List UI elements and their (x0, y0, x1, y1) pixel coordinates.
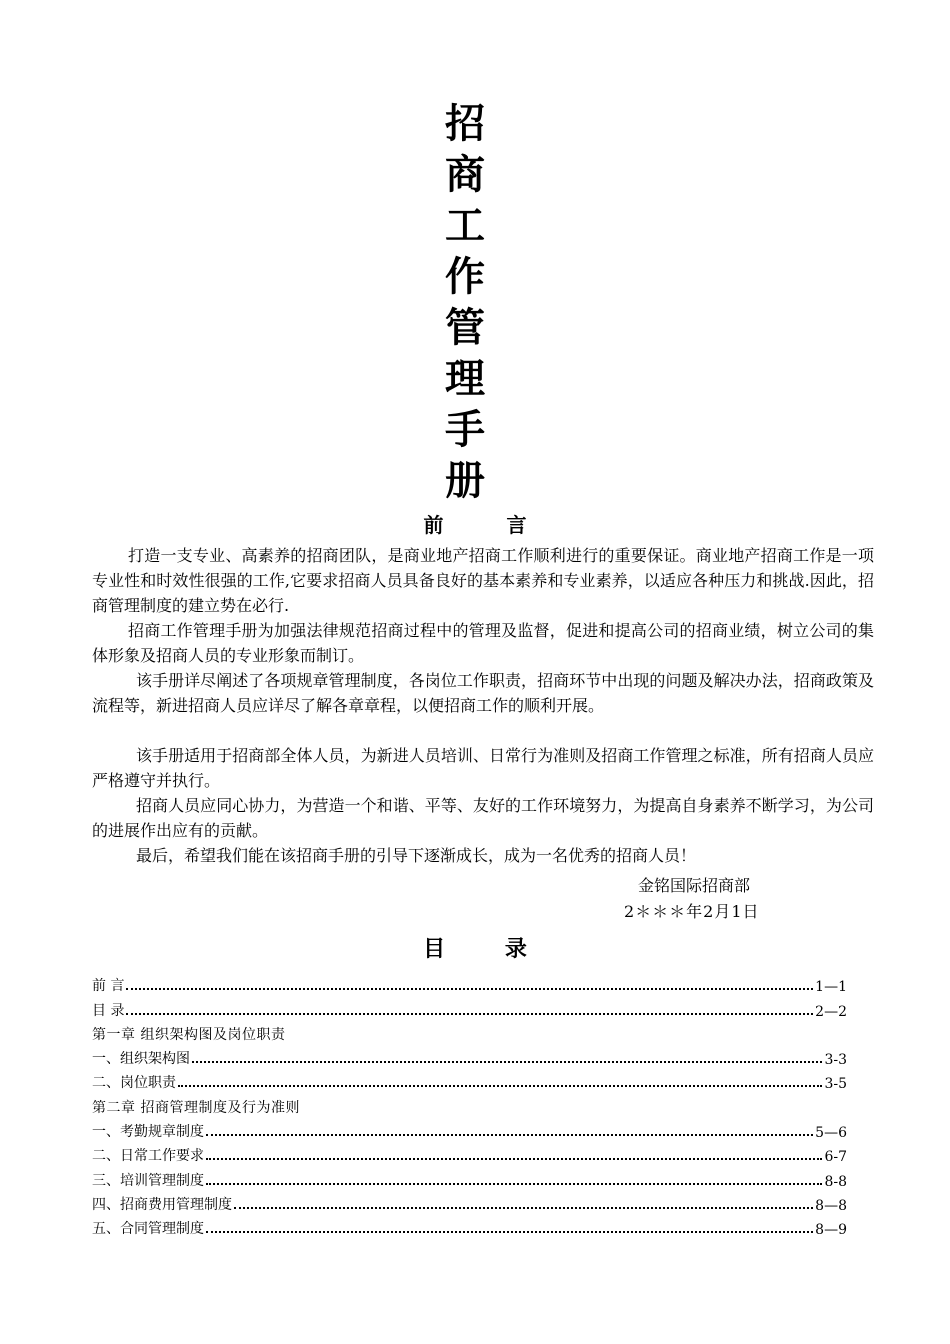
preface-body (92, 543, 874, 868)
toc-entry-label: 一、组织架构图 (92, 1051, 190, 1068)
toc-chapter-heading[interactable] (92, 1020, 847, 1044)
preface-paragraph: 招商人员应同心协力，为营造一个和谐、平等、友好的工作环境努力，为提高自身素养不断学习，为公司的进展作出应有的贡献。 (92, 796, 874, 840)
toc-entry-page: 3-3 (824, 1052, 847, 1069)
toc-entry[interactable] (92, 1214, 847, 1238)
title-char: 理 (445, 355, 485, 402)
toc-entry-page: 1—1 (815, 979, 847, 996)
toc-entry[interactable] (92, 1044, 847, 1068)
title-char: 管 (445, 304, 485, 351)
preface-paragraph: 招商工作管理手册为加强法律规范招商过程中的管理及监督，促进和提高公司的招商业绩，树立公司的集体形象及招商人员的专业形象而制订。 (92, 621, 874, 665)
toc-entry-label: 二、岗位职责 (92, 1075, 176, 1092)
toc-entry-label: 一、考勤规章制度 (92, 1124, 204, 1141)
toc-entry-page: 8-8 (824, 1173, 847, 1190)
toc-leader-dots (206, 1133, 813, 1136)
toc-entry[interactable] (92, 1141, 847, 1165)
preface-paragraph: 该手册适用于招商部全体人员，为新进人员培训、日常行为准则及招商工作管理之标准，所有招商人员应严格遵守并执行。 (92, 746, 874, 790)
preface-paragraph: 最后，希望我们能在该招商手册的引导下逐渐成长，成为一名优秀的招商人员！ (136, 846, 697, 865)
toc-entry-page: 5—6 (815, 1125, 847, 1142)
toc-leader-dots (234, 1206, 813, 1209)
toc-entry-label: 第二章 招商管理制度及行为准则 (92, 1099, 300, 1116)
toc-entry-page: 6-7 (824, 1149, 847, 1166)
vertical-title (425, 98, 505, 506)
toc-entry[interactable] (92, 1068, 847, 1092)
toc-leader-dots (206, 1182, 822, 1185)
toc-entry-page: 2—2 (815, 1003, 847, 1020)
toc-leader-dots (126, 1012, 813, 1015)
table-of-contents (92, 971, 847, 1238)
title-char: 作 (445, 253, 485, 300)
toc-leader-dots (206, 1157, 822, 1160)
toc-leader-dots (206, 1230, 813, 1233)
toc-entry[interactable] (92, 995, 847, 1019)
title-char: 工 (445, 202, 485, 249)
preface-paragraph: 该手册详尽阐述了各项规章管理制度，各岗位工作职责，招商环节中出现的问题及解决办法，招商政策及流程等，新进招商人员应详尽了解各章章程，以便招商工作的顺利开展。 (92, 671, 874, 715)
signature-date: 2＊＊＊年2月1日 (624, 902, 760, 921)
title-char: 册 (445, 457, 485, 504)
title-char: 商 (445, 151, 485, 198)
toc-entry[interactable] (92, 1117, 847, 1141)
toc-entry-label: 前 言 (92, 978, 125, 995)
toc-entry-label: 五、合同管理制度 (92, 1221, 204, 1238)
toc-chapter-heading[interactable] (92, 1092, 847, 1116)
toc-entry-label: 第一章 组织架构图及岗位职责 (92, 1026, 286, 1043)
toc-heading: 目 录 (423, 936, 553, 962)
preface-paragraph: 打造一支专业、高素养的招商团队，是商业地产招商工作顺利进行的重要保证。商业地产招商工作是一项专业性和时效性很强的工作,它要求招商人员具备良好的基本素养和专业素养，以适应各种压力和挑战.因此，招商管理制度的建立势在必行. (92, 546, 874, 615)
toc-leader-dots (126, 987, 813, 990)
toc-entry-label: 四、招商费用管理制度 (92, 1196, 232, 1213)
toc-entry-page: 3-5 (824, 1076, 847, 1093)
signature-department: 金铭国际招商部 (638, 876, 751, 895)
toc-entry[interactable] (92, 1190, 847, 1214)
toc-entry[interactable] (92, 971, 847, 995)
toc-entry-label: 二、日常工作要求 (92, 1148, 204, 1165)
title-char: 招 (445, 100, 485, 147)
toc-entry-label: 三、培训管理制度 (92, 1172, 204, 1189)
toc-entry-page: 8—8 (815, 1197, 847, 1214)
toc-leader-dots (192, 1060, 822, 1063)
toc-entry-page: 8—9 (815, 1222, 847, 1239)
title-char: 手 (445, 406, 485, 453)
toc-leader-dots (178, 1084, 822, 1087)
toc-entry-label: 目 录 (92, 1002, 125, 1019)
toc-entry[interactable] (92, 1165, 847, 1189)
preface-heading: 前 言 (423, 513, 555, 537)
